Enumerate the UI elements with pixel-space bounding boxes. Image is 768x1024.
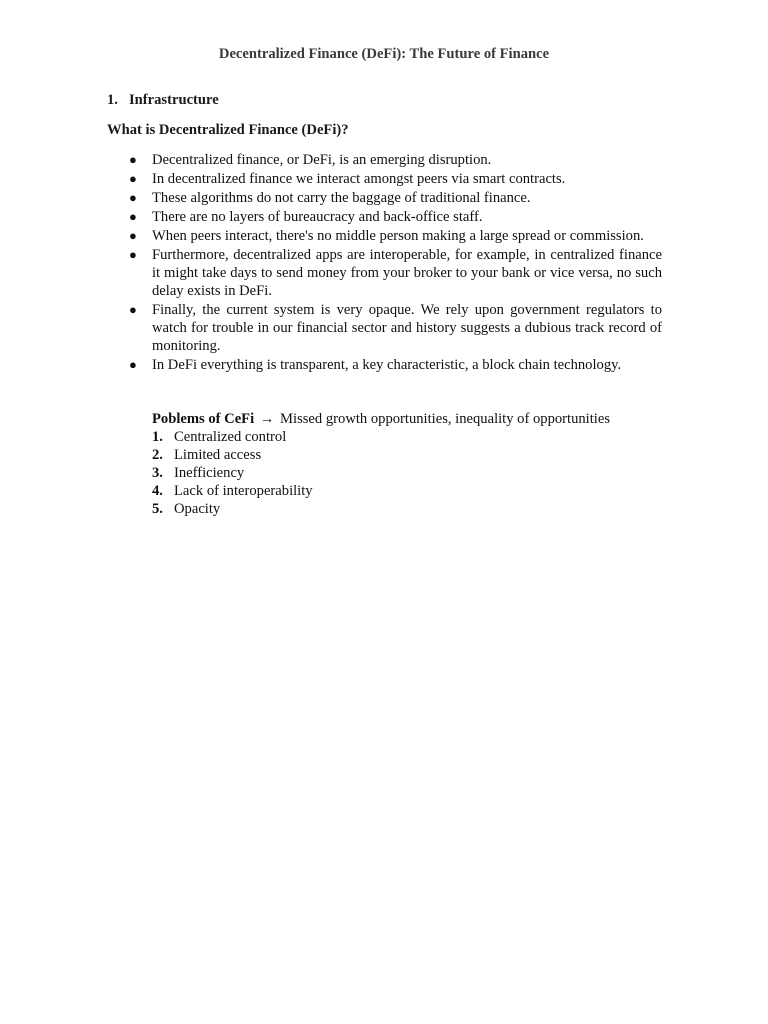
bullet-item: [128, 301, 662, 355]
bullet-item: [128, 189, 662, 207]
list-item-text: Limited access: [174, 447, 262, 463]
list-item-number: 3.: [152, 465, 163, 481]
section-heading: [107, 92, 219, 109]
section-label: Infrastructure: [129, 92, 219, 108]
bullet-text: When peers interact, there's no middle person making a large spread or commission.: [152, 228, 644, 244]
bullet-icon: ●: [129, 171, 137, 186]
list-item-text: Lack of interoperability: [174, 483, 313, 499]
list-item: [152, 446, 672, 464]
bullet-item: [128, 170, 662, 188]
bullet-item: [128, 227, 662, 245]
bullet-text: There are no layers of bureaucracy and back-office staff.: [152, 209, 483, 225]
subheading: What is Decentralized Finance (DeFi)?: [107, 122, 349, 138]
bullet-text: In decentralized finance we interact amongst peers via smart contracts.: [152, 171, 566, 187]
bullet-text: Decentralized finance, or DeFi, is an emerging disruption.: [152, 152, 492, 168]
bullet-item: [128, 356, 662, 374]
problems-list: [152, 428, 672, 518]
list-item-text: Opacity: [174, 501, 221, 517]
bullet-item: [128, 151, 662, 169]
bullet-icon: ●: [129, 228, 137, 243]
bullet-item: [128, 208, 662, 226]
list-item: [152, 482, 672, 500]
problems-consequence: Missed growth opportunities, inequality of opportunities: [280, 411, 610, 427]
list-item-number: 1.: [152, 429, 163, 445]
problems-heading: Poblems of CeFi: [152, 411, 255, 427]
list-item: [152, 428, 672, 446]
bullet-icon: ●: [129, 190, 137, 205]
list-item-number: 2.: [152, 447, 163, 463]
problems-section: [152, 410, 672, 518]
bullet-text: These algorithms do not carry the baggage of traditional finance.: [152, 190, 531, 206]
section-number: 1.: [107, 92, 118, 108]
list-item-number: 4.: [152, 483, 163, 499]
bullet-text: Furthermore, decentralized apps are interoperable, for example, in centralized finance it might take days to send money from your broker to your bank or vice versa, no such delay exists in DeFi.: [152, 247, 662, 299]
arrow-right-icon: →: [259, 411, 275, 427]
list-item: [152, 500, 672, 518]
bullet-item: [128, 246, 662, 300]
bullet-icon: ●: [129, 357, 137, 372]
bullet-icon: ●: [129, 247, 137, 262]
list-item-number: 5.: [152, 501, 163, 517]
list-item-text: Inefficiency: [174, 465, 245, 481]
list-item: [152, 464, 672, 482]
bullet-icon: ●: [129, 152, 137, 167]
bullet-text: In DeFi everything is transparent, a key characteristic, a block chain technology.: [152, 357, 622, 373]
list-item-text: Centralized control: [174, 429, 287, 445]
bullet-list: [128, 151, 662, 375]
bullet-text: Finally, the current system is very opaque. We rely upon government regulators to watch for trouble in our financial sector and history suggests a dubious track record of monitoring.: [152, 302, 662, 354]
bullet-icon: ●: [129, 302, 137, 317]
problems-heading-line: [152, 410, 672, 428]
document-title: Decentralized Finance (DeFi): The Future of Finance: [218, 46, 550, 62]
bullet-icon: ●: [129, 209, 137, 224]
